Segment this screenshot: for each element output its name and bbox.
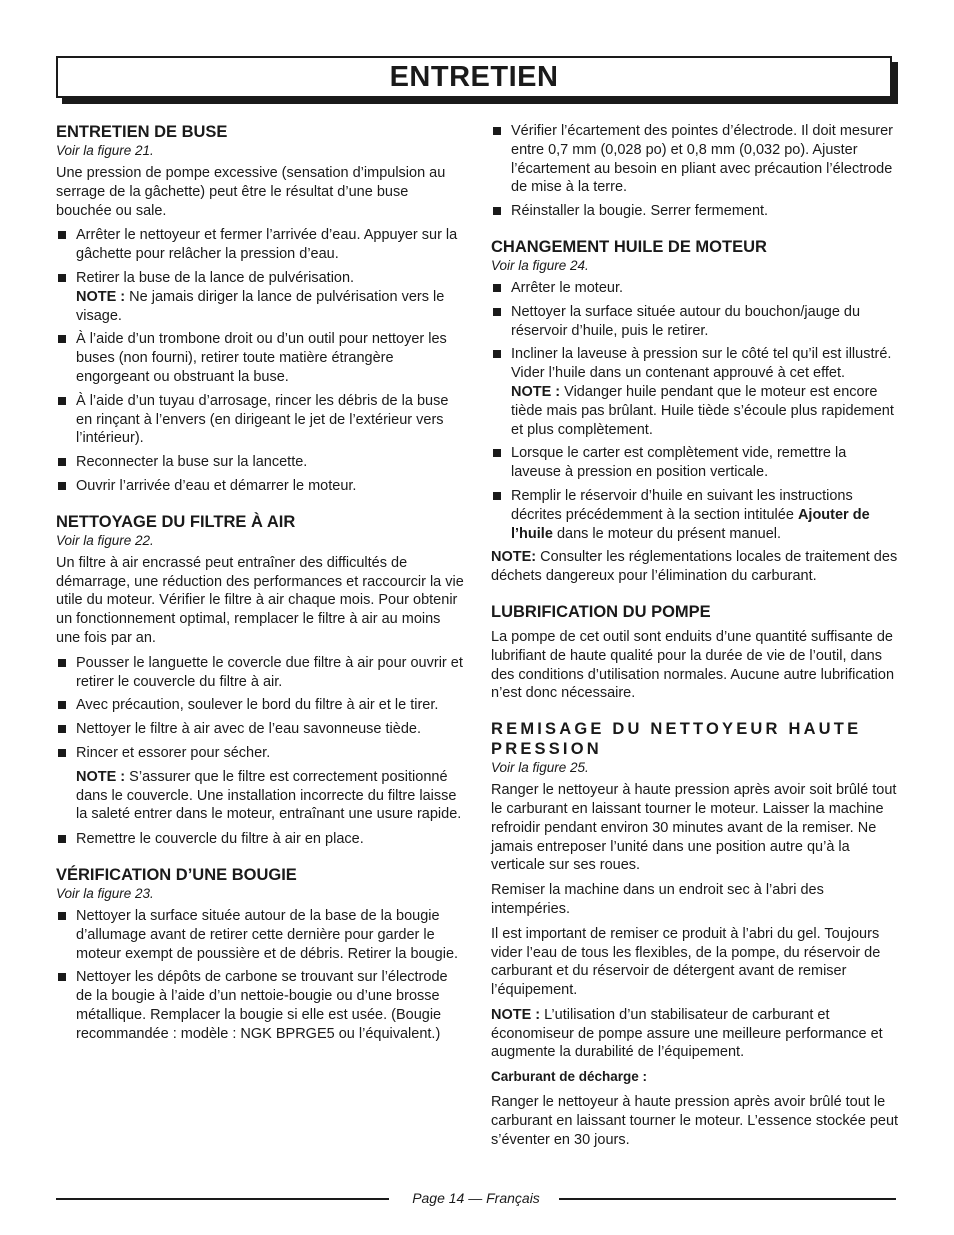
note-text: Vidanger huile pendant que le moteur est encore tiède mais pas brûlant. Huile tiède s’écoule plus rapidement et plus complètement. (511, 383, 894, 438)
page-title: ENTRETIEN (389, 60, 559, 93)
paragraph: Ranger le nettoyeur à haute pression après avoir brûlé tout le carburant en laissant tourner le moteur. L’essence stockée peut s’éventer en 30 jours. (491, 1094, 899, 1148)
list-item (56, 392, 465, 448)
bullet-icon (493, 308, 501, 316)
bullet-list (491, 279, 900, 543)
list-item (56, 477, 465, 496)
note-text: Consulter les réglementations locales de traitement des déchets dangereux pour l’élimination du carburant. (491, 549, 898, 585)
bullet-icon (493, 350, 501, 358)
list-item-text: Ouvrir l’arrivée d’eau et démarrer le moteur. (76, 477, 357, 494)
note-paragraph (56, 768, 465, 824)
section-bougie (56, 865, 465, 1044)
list-item (491, 345, 900, 439)
bullet-list (491, 122, 900, 221)
list-item-text: Nettoyer la surface située autour de la base de la bougie d’allumage avant de retirer cette dernière pour garder le moteur exempt de poussière et de débris. Retirer la bougie. (76, 907, 459, 962)
list-item (491, 122, 900, 197)
list-item-text: Rincer et essorer pour sécher. (76, 744, 271, 761)
list-item-text: Nettoyer la surface située autour du bouchon/jauge du réservoir d’huile, puis le retirer. (511, 303, 861, 339)
right-column (491, 122, 900, 1155)
list-item-text: Reconnecter la buse sur la lancette. (76, 454, 308, 471)
list-item (56, 907, 465, 963)
bullet-icon (58, 482, 66, 490)
list-item (491, 487, 900, 543)
list-item (56, 654, 465, 692)
list-item (56, 830, 465, 849)
list-item-text: Remettre le couvercle du filtre à air en place. (76, 831, 364, 848)
list-item-text: À l’aide d’un tuyau d’arrosage, rincer les débris de la buse en rinçant à l’envers (en dirigeant le jet de l’extérieur vers l’intérieur). (76, 392, 449, 447)
list-item (491, 279, 900, 298)
bullet-icon (58, 659, 66, 667)
bullet-icon (58, 274, 66, 282)
bullet-icon (58, 835, 66, 843)
bullet-list (56, 226, 465, 495)
list-item-text: Arrêter le nettoyeur et fermer l’arrivée d’eau. Appuyer sur la gâchette pour relâcher la pression d’eau. (76, 227, 458, 263)
bullet-list (56, 907, 465, 1044)
list-item (56, 226, 465, 264)
section-title: CHANGEMENT HUILE DE MOTEUR (491, 237, 767, 256)
list-item (56, 269, 465, 325)
bullet-icon (493, 492, 501, 500)
bullet-icon (58, 397, 66, 405)
footer-rule-right (559, 1198, 896, 1200)
bullet-list (56, 654, 465, 763)
list-item-text: À l’aide d’un trombone droit ou d’un outil pour nettoyer les buses (non fourni), retirer toute matière étrangère engorgeant ou obstruant la buse. (76, 331, 447, 385)
section-title: VÉRIFICATION D’UNE BOUGIE (56, 865, 297, 884)
list-item (491, 444, 900, 482)
section-huile (491, 237, 900, 586)
bullet-icon (58, 335, 66, 343)
list-item-text: Vérifier l’écartement des pointes d’électrode. Il doit mesurer entre 0,7 mm (0,028 po) et 0,8 mm (0,032 po). Ajuster l’écartement au besoin en pliant avec précaution l’électrode de mise à la terre. (511, 123, 894, 196)
section-title: REMISAGE DU NETTOYEUR HAUTE PRESSION (491, 720, 862, 759)
list-item-text: Lorsque le carter est complètement vide, remettre la laveuse à pression en position verticale. (511, 445, 847, 481)
page-footer (56, 1188, 896, 1208)
bullet-icon (58, 231, 66, 239)
list-item-text: Avec précaution, soulever le bord du filtre à air et le tirer. (76, 697, 439, 714)
list-item (56, 453, 465, 472)
note-label: NOTE : (511, 383, 561, 400)
bullet-list (56, 830, 465, 849)
list-item (56, 744, 465, 763)
figure-ref: Voir la figure 21. (56, 143, 154, 158)
figure-ref: Voir la figure 23. (56, 885, 154, 901)
list-item (56, 968, 465, 1043)
section-pompe (491, 602, 900, 703)
section-bougie-suite (491, 122, 900, 221)
list-item-text: Réinstaller la bougie. Serrer fermement. (511, 203, 769, 220)
section-title: ENTRETIEN DE BUSE (56, 123, 228, 141)
note-label: NOTE : (491, 1006, 541, 1023)
bullet-icon (58, 458, 66, 466)
banner-box (56, 56, 892, 98)
paragraph: Une pression de pompe excessive (sensation d’impulsion au serrage de la gâchette) peut être le résultat d’une buse bouchée ou sale. (56, 165, 446, 219)
note-label: NOTE : (76, 288, 126, 305)
figure-ref: Voir la figure 25. (491, 760, 589, 776)
list-item-text: Incliner la laveuse à pression sur le côté tel qu’il est illustré. Vider l’huile dans un contenant approuvé à cet effet. (511, 346, 892, 382)
section-title: LUBRIFICATION DU POMPE (491, 602, 711, 621)
list-item (56, 720, 465, 739)
note-text: Ne jamais diriger la lance de pulvérisation vers le visage. (76, 288, 445, 324)
bold-reference: Ajouter de l’huile (511, 506, 870, 542)
paragraph: Il est important de remiser ce produit à l’abri du gel. Toujours vider l’eau de tous les flexibles, de la pompe, du réservoir de carburant et du réservoir de détergent avant de remiser l’équipement. (491, 925, 881, 999)
figure-ref: Voir la figure 22. (56, 532, 154, 548)
bullet-icon (58, 725, 66, 733)
bullet-icon (58, 912, 66, 920)
subheading: Carburant de décharge : (491, 1069, 648, 1085)
list-item (56, 330, 465, 386)
bullet-icon (493, 207, 501, 215)
list-item-text: Retirer la buse de la lance de pulvérisation. (76, 269, 355, 286)
section-remisage (491, 719, 900, 1149)
page-title-banner (56, 56, 892, 98)
note-label: NOTE : (76, 768, 126, 785)
list-item (56, 696, 465, 715)
section-title: NETTOYAGE DU FILTRE À AIR (56, 512, 296, 531)
paragraph: Un filtre à air encrassé peut entraîner des difficultés de démarrage, une réduction des performances et raccourcir la vie utile du moteur. Vérifier le filtre à air chaque mois. Pour obtenir un fonctionnement optimal, remplacer le filtre à air au moins une fois par an. (56, 554, 464, 646)
list-item-text: dans le moteur du présent manuel. (556, 525, 782, 542)
note-paragraph (491, 548, 900, 586)
list-item-text: Arrêter le moteur. (511, 279, 624, 296)
list-item-text: Remplir le réservoir d’huile en suivant les instructions décrites précédemment à la section intitulée (511, 487, 853, 523)
bullet-icon (58, 973, 66, 981)
list-item (491, 303, 900, 341)
note-label: NOTE: (491, 549, 537, 566)
note-text: S’assurer que le filtre est correctement positionné dans le couvercle. Une installation incorrecte du filtre laisse la saleté entrer dans le moteur, entraînant une usure rapide. (76, 768, 462, 823)
section-buse (56, 122, 465, 496)
bullet-icon (493, 127, 501, 135)
section-filtre (56, 512, 465, 849)
left-column (56, 122, 465, 1048)
bullet-icon (58, 701, 66, 709)
list-item-text: Nettoyer les dépôts de carbone se trouvant sur l’électrode de la bougie à l’aide d’un nettoie-bougie ou d’une brosse métallique. Remplacer la bougie si elle est usée. (Bougie recommandée : modèle : NGK BPRGE5 ou l’équivalent.) (76, 969, 448, 1042)
paragraph: Ranger le nettoyeur à haute pression après avoir soit brûlé tout le carburant en laissant tourner le moteur. Laisser la machine refroidir pendant environ 30 minutes avant de la remiser. Ne jamais entreposer l’unité dans une position autre qu’à la verticale sur ses roues. (491, 782, 897, 874)
list-item (491, 202, 900, 221)
bullet-icon (493, 284, 501, 292)
note-paragraph (491, 1006, 900, 1062)
footer-rule-left (56, 1198, 389, 1200)
bullet-icon (493, 449, 501, 457)
list-item-text: Pousser le languette le covercle due filtre à air pour ouvrir et retirer le couvercle du filtre à air. (76, 654, 463, 690)
list-item-text: Nettoyer le filtre à air avec de l’eau savonneuse tiède. (76, 721, 421, 738)
paragraph: La pompe de cet outil sont enduits d’une quantité suffisante de lubrifiant de haute qualité pour la durée de vie de l’outil, dans des conditions d’utilisation normales. Aucune autre lubrification n’est donc nécessaire. (491, 628, 895, 702)
page-number: Page 14 — Français (412, 1190, 540, 1206)
note-text: L’utilisation d’un stabilisateur de carburant et économiseur de pompe assure une meilleure performance et augmente la durabilité de l’équipement. (491, 1006, 883, 1061)
paragraph: Remiser la machine dans un endroit sec à l’abri des intempéries. (491, 882, 824, 917)
figure-ref: Voir la figure 24. (491, 257, 589, 273)
bullet-icon (58, 749, 66, 757)
